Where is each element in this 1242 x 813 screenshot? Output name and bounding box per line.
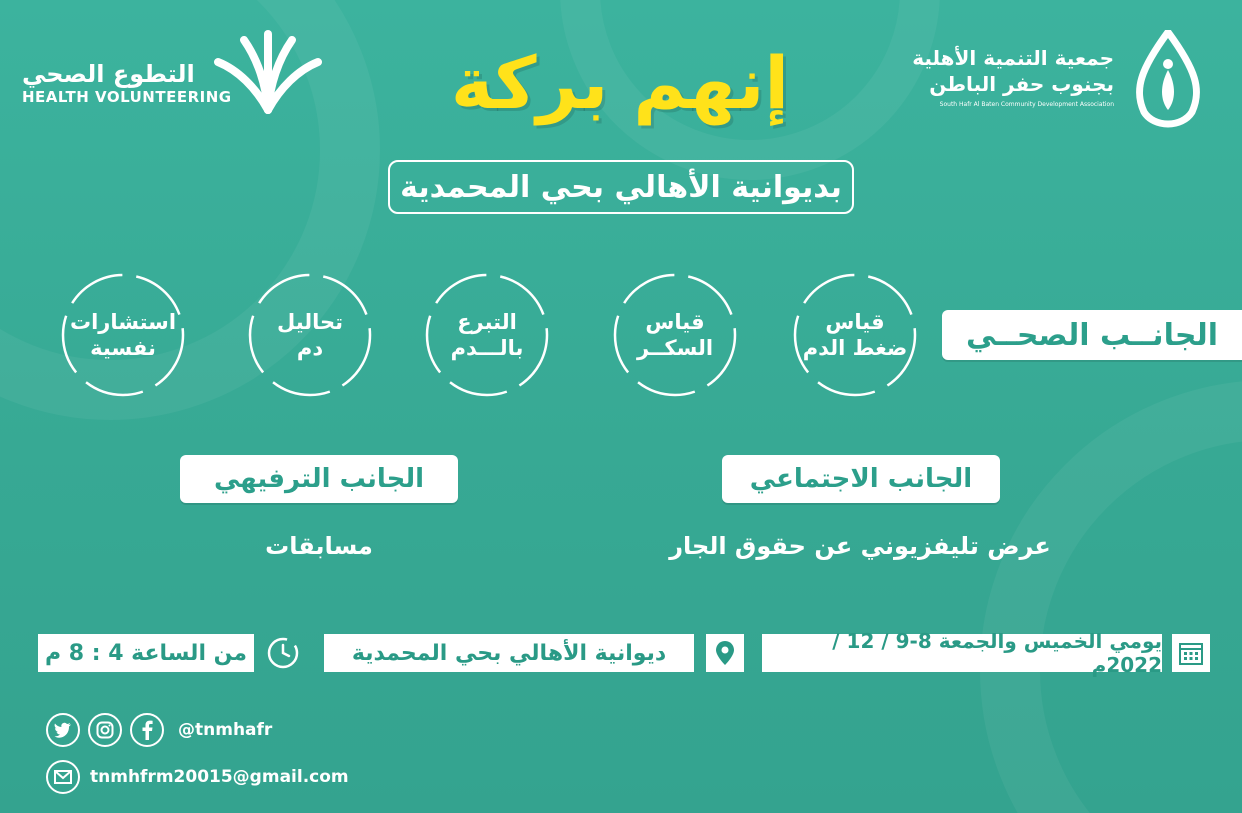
circle-line1: استشارات bbox=[69, 310, 177, 334]
logo-left-arabic: التطوع الصحي bbox=[22, 60, 195, 88]
place-box bbox=[324, 634, 694, 672]
health-side-label: الجانــب الصحــي bbox=[966, 317, 1218, 353]
circle-line1: قياس bbox=[645, 310, 705, 334]
twitter-icon[interactable] bbox=[46, 713, 80, 747]
social-side-label: الجانب الاجتماعي bbox=[749, 464, 973, 494]
circle-line1: قياس bbox=[825, 310, 885, 334]
background-arc bbox=[980, 380, 1242, 813]
health-circle bbox=[245, 270, 375, 400]
logo-right-arabic-2: بجنوب حفر الباطن bbox=[929, 72, 1114, 96]
subtitle-box bbox=[388, 160, 854, 214]
circle-line1: تحاليل bbox=[276, 310, 344, 334]
association-logo-text bbox=[912, 45, 1114, 108]
facebook-icon[interactable] bbox=[130, 713, 164, 747]
event-date: يومي الخميس والجمعة 8-9 / 12 / 2022م bbox=[832, 629, 1162, 677]
fun-side-item: مسابقات bbox=[265, 532, 373, 560]
health-circle bbox=[790, 270, 920, 400]
location-pin-icon bbox=[706, 634, 744, 672]
contact-email: tnmhfrm20015@gmail.com bbox=[90, 767, 349, 787]
social-handle: @tnmhafr bbox=[178, 720, 273, 740]
headline: إنهم بركة bbox=[450, 41, 790, 125]
subtitle: بديوانية الأهالي بحي المحمدية bbox=[400, 169, 842, 205]
health-side-tag bbox=[942, 310, 1242, 360]
email-icon[interactable] bbox=[46, 760, 80, 794]
instagram-icon[interactable] bbox=[88, 713, 122, 747]
time-box bbox=[38, 634, 254, 672]
health-circle bbox=[610, 270, 740, 400]
circle-line2: بالـــدم bbox=[450, 336, 524, 360]
calendar-icon bbox=[1172, 634, 1210, 672]
health-volunteering-logo bbox=[22, 60, 232, 106]
circle-line2: ضغط الدم bbox=[802, 336, 908, 360]
social-side-tag bbox=[722, 455, 1000, 503]
logo-right-english: South Hafr Al Baten Community Development Association bbox=[939, 101, 1114, 108]
fun-side-label: الجانب الترفيهي bbox=[213, 464, 425, 494]
logo-left-english: HEALTH VOLUNTEERING bbox=[22, 88, 232, 106]
association-logo-icon bbox=[1130, 30, 1206, 130]
logo-right-arabic-1: جمعية التنمية الأهلية bbox=[912, 46, 1114, 70]
circle-line1: التبرع bbox=[457, 310, 517, 334]
circle-line2: نفسية bbox=[90, 336, 156, 360]
circle-line2: دم bbox=[296, 336, 324, 360]
fun-side-tag bbox=[180, 455, 458, 503]
health-circle bbox=[58, 270, 188, 400]
health-circle bbox=[422, 270, 552, 400]
clock-icon bbox=[264, 634, 302, 672]
event-time: من الساعة 4 : 8 م bbox=[44, 640, 248, 666]
date-box bbox=[762, 629, 1162, 677]
circle-line2: السكــر bbox=[636, 336, 714, 360]
social-side-item: عرض تليفزيوني عن حقوق الجار bbox=[669, 532, 1051, 560]
event-place: ديوانية الأهالي بحي المحمدية bbox=[351, 640, 667, 666]
